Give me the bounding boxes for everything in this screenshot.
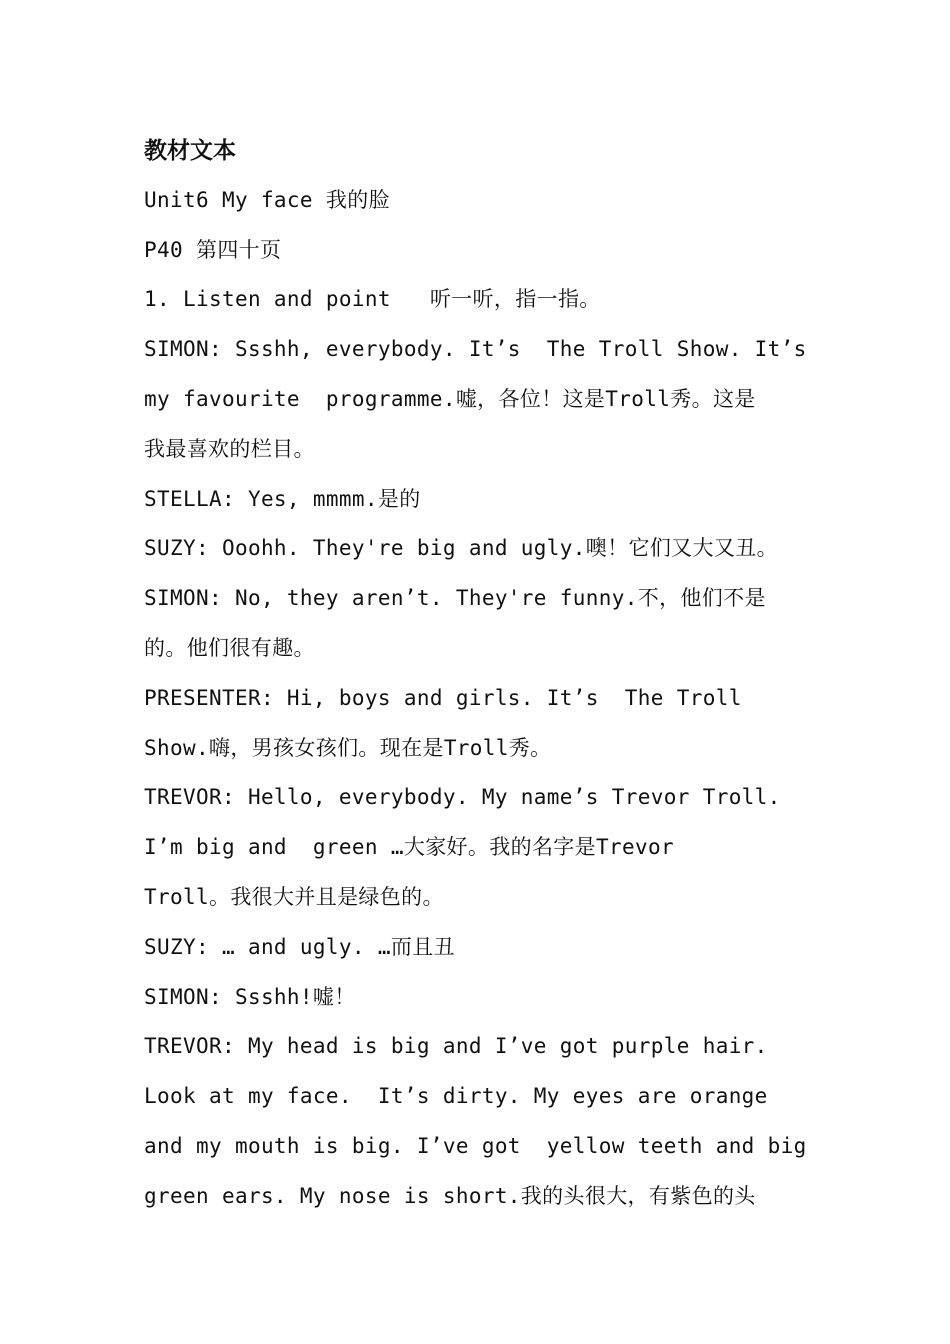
text-line: SIMON: Ssshh, everybody. It’s The Troll Show. It’s — [144, 337, 807, 362]
text-line: 我最喜欢的栏目。 — [144, 436, 315, 461]
text-line: SIMON: No, they aren’t. They're funny.不，他们不是 — [144, 586, 766, 611]
text-line: SUZY: Ooohh. They're big and ugly.噢！它们又大又丑。 — [144, 536, 778, 561]
text-line: STELLA: Yes, mmmm.是的 — [144, 486, 421, 511]
text-line: TREVOR: Hello, everybody. My name’s Trevor Troll. — [144, 785, 781, 810]
text-line: I’m big and green …大家好。我的名字是Trevor — [144, 835, 674, 860]
text-line: and my mouth is big. I’ve got yellow teeth and big — [144, 1133, 807, 1158]
document-body — [144, 126, 814, 1222]
text-line: Look at my face. It’s dirty. My eyes are orange — [144, 1084, 768, 1109]
text-line: PRESENTER: Hi, boys and girls. It’s The Troll — [144, 685, 742, 710]
text-line: green ears. My nose is short.我的头很大，有紫色的头 — [144, 1183, 756, 1208]
text-line: SIMON: Ssshh!嘘！ — [144, 984, 356, 1009]
exercise-heading: 1. Listen and point 听一听，指一指。 — [144, 287, 601, 312]
text-line: SUZY: … and ugly. …而且丑 — [144, 934, 455, 959]
document-title: 教材文本 — [144, 137, 236, 164]
unit-heading: Unit6 My face 我的脸 — [144, 187, 390, 212]
text-line: Troll。我很大并且是绿色的。 — [144, 884, 444, 909]
text-line: Show.嗨，男孩女孩们。现在是Troll秀。 — [144, 735, 552, 760]
text-line: TREVOR: My head is big and I’ve got purple hair. — [144, 1034, 768, 1059]
page-reference: P40 第四十页 — [144, 237, 282, 262]
text-line: 的。他们很有趣。 — [144, 635, 315, 660]
text-line: my favourite programme.嘘，各位！这是Troll秀。这是 — [144, 386, 756, 411]
